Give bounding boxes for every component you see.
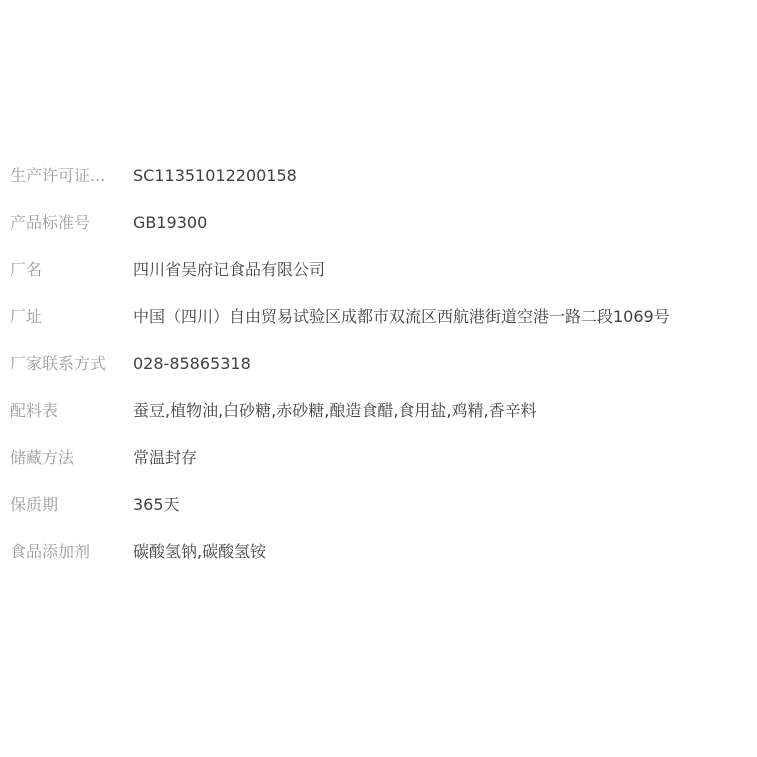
spec-row-value: SC11351012200158: [133, 166, 297, 185]
spec-row-label: 储藏方法: [10, 448, 75, 467]
spec-row-label: 配料表: [10, 401, 59, 420]
spec-row: [10, 152, 747, 199]
spec-row-value: 常温封存: [133, 448, 198, 467]
spec-row-label: 厂名: [10, 260, 43, 279]
spec-row-value: GB19300: [133, 213, 208, 232]
spec-row-value: 四川省吴府记食品有限公司: [133, 260, 326, 279]
spec-row-label: 保质期: [10, 495, 59, 514]
spec-row-label: 产品标准号: [10, 213, 91, 232]
spec-row-label: 食品添加剂: [10, 542, 91, 561]
spec-row-value: 365天: [133, 495, 180, 514]
product-spec-table: [10, 152, 747, 575]
spec-row-value: 蚕豆,植物油,白砂糖,赤砂糖,酿造食醋,食用盐,鸡精,香辛料: [133, 401, 537, 420]
spec-row: [10, 340, 747, 387]
spec-row: [10, 387, 747, 434]
spec-row: [10, 434, 747, 481]
spec-row-label: 生产许可证...: [10, 166, 106, 185]
spec-row: [10, 528, 747, 575]
spec-row: [10, 246, 747, 293]
spec-row-label: 厂家联系方式: [10, 354, 107, 373]
spec-row: [10, 199, 747, 246]
spec-row: [10, 481, 747, 528]
spec-row-value: 碳酸氢钠,碳酸氢铵: [133, 542, 267, 561]
spec-row-label: 厂址: [10, 307, 43, 326]
spec-row: [10, 293, 747, 340]
spec-row-value: 028-85865318: [133, 354, 251, 373]
spec-row-value: 中国（四川）自由贸易试验区成都市双流区西航港街道空港一路二段1069号: [133, 307, 670, 326]
